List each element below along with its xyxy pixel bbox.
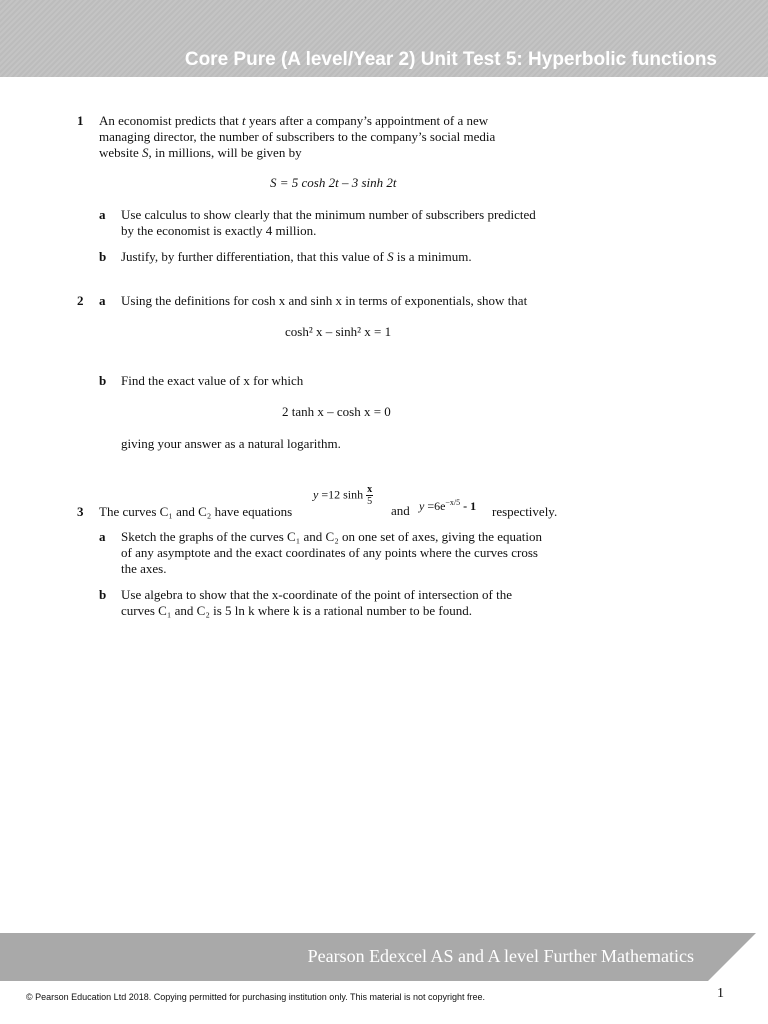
part-label: a xyxy=(99,207,106,222)
part-text xyxy=(121,587,512,619)
variable: y xyxy=(313,487,319,502)
page-title: Core Pure (A level/Year 2) Unit Test 5: Hyperbolic functions xyxy=(184,49,717,70)
text-span: managing director, the number of subscribers to the company’s social media xyxy=(99,129,496,144)
equation: 2 tanh x – cosh x = 0 xyxy=(282,404,391,419)
part-text xyxy=(121,207,536,239)
question-text xyxy=(99,113,495,161)
text-span: Use calculus to show clearly that the minimum number of subscribers predicted xyxy=(121,207,536,222)
part-label: a xyxy=(99,293,106,308)
text-span: Justify, by further differentiation, that this value of xyxy=(121,249,388,264)
part-text xyxy=(121,249,472,265)
part-text: Find the exact value of x for which xyxy=(121,373,304,388)
equation: S = 5 cosh 2t – 3 sinh 2t xyxy=(270,175,397,190)
question-number: 1 xyxy=(77,113,84,128)
part-label: b xyxy=(99,249,107,264)
text-span: website xyxy=(99,145,142,160)
text-span: Use algebra to show that the x-coordinate of the point of intersection of the xyxy=(121,587,512,602)
text-span: by the economist is exactly 4 million. xyxy=(121,223,317,238)
fraction-numerator: x xyxy=(367,484,373,495)
text-span: Sketch the graphs of the curves C₁ and C₂ on one set of axes, giving the equation xyxy=(121,529,542,544)
part-text xyxy=(121,529,542,577)
text-span: , in millions, will be given by xyxy=(148,145,302,160)
part-label: b xyxy=(99,373,107,388)
variable: t xyxy=(241,113,246,128)
text-span: the axes. xyxy=(121,561,167,576)
equation-c2 xyxy=(419,498,476,514)
question-text: The curves C₁ and C₂ have equations xyxy=(99,504,293,519)
text-span: years after a company’s appointment of a new xyxy=(245,113,489,128)
text-span: =12 sinh xyxy=(321,487,364,502)
fraction xyxy=(366,484,373,507)
equation-c1 xyxy=(313,484,373,507)
part-text: Using the definitions for cosh x and sinh x in terms of exponentials, show that xyxy=(121,293,528,308)
footer-title: Pearson Edexcel AS and A level Further Mathematics xyxy=(307,946,694,966)
text-span: is a minimum. xyxy=(393,249,472,264)
text-span: of any asymptote and the exact coordinates of any points where the curves cross xyxy=(121,545,538,560)
part-label: a xyxy=(99,529,106,544)
variable: S xyxy=(141,145,149,160)
connector-text: respectively. xyxy=(492,504,558,519)
fraction-denominator: 5 xyxy=(367,496,373,507)
part-label: b xyxy=(99,587,107,602)
text-span: =6e xyxy=(427,499,446,513)
variable: S xyxy=(387,249,394,264)
equation: cosh² x – sinh² x = 1 xyxy=(285,324,392,339)
page-header xyxy=(0,0,768,77)
question-number: 2 xyxy=(77,293,84,308)
question-number: 3 xyxy=(77,504,84,519)
variable: y xyxy=(419,499,425,513)
part-text: giving your answer as a natural logarithm. xyxy=(121,436,341,451)
page-number: 1 xyxy=(717,986,724,1001)
exponent: −x/5 xyxy=(445,498,461,507)
text-span: An economist predicts that xyxy=(99,113,242,128)
text-span: curves C₁ and C₂ is 5 ln k where k is a rational number to be found. xyxy=(121,603,472,618)
copyright-notice: © Pearson Education Ltd 2018. Copying permitted for purchasing institution only. This material is not copyright free. xyxy=(26,992,486,1002)
connector-text: and xyxy=(391,503,410,518)
text-span: - 1 xyxy=(460,499,477,513)
